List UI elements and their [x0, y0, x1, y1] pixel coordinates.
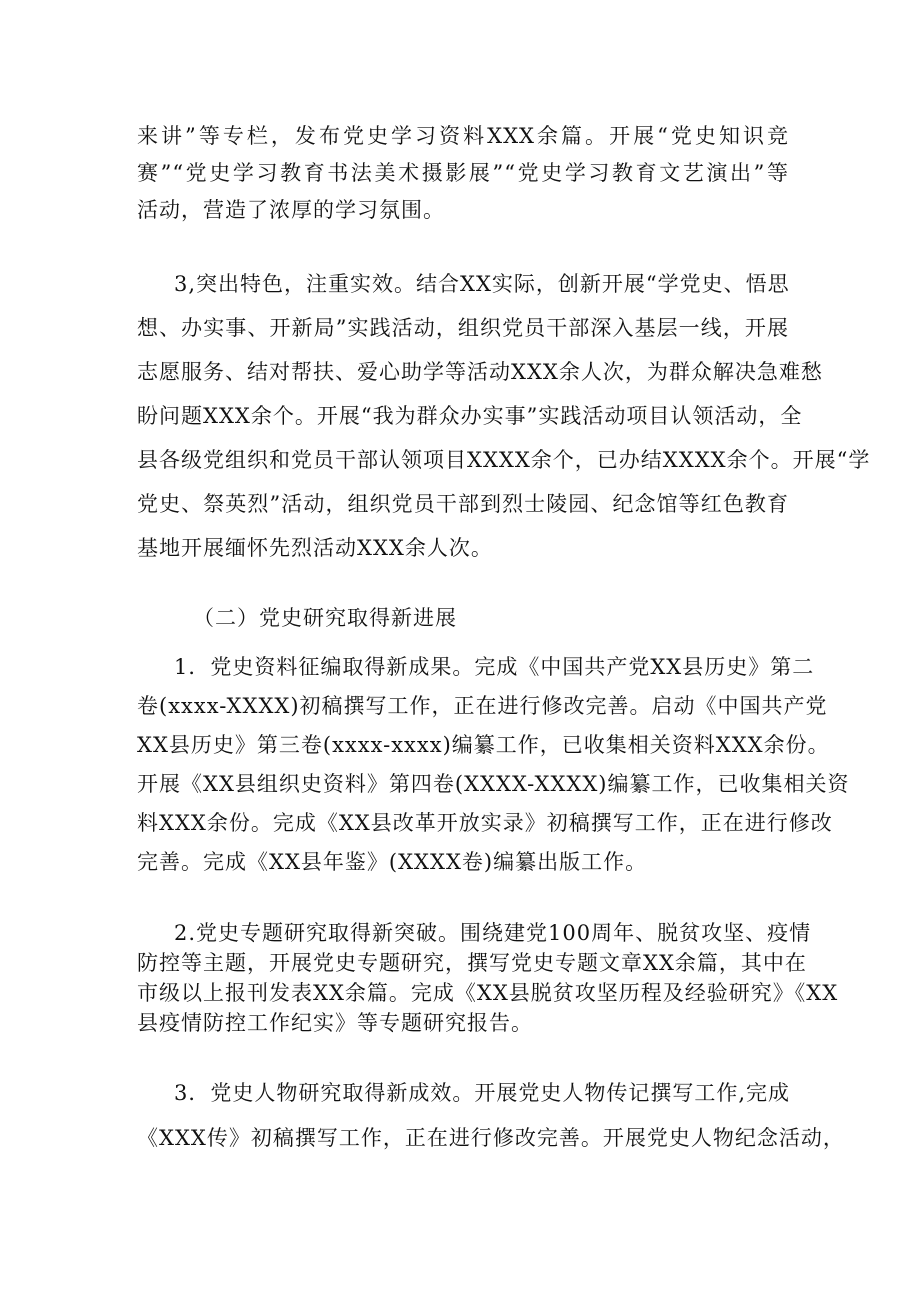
- paragraph-activities: [137, 118, 789, 229]
- text-line: 完善。完成《XX县年鉴》(XXXX卷)编纂出版工作。: [137, 850, 648, 874]
- text-line: 防控等主题，开展党史专题研究，撰写党史专题文章XX余篇，其中在: [137, 951, 807, 975]
- text-line: 活动，营造了浓厚的学习氛围。: [137, 198, 445, 222]
- text-line: 2.党史专题研究取得新突破。围绕建党100周年、脱贫攻坚、疫情: [174, 921, 812, 945]
- text-line: 党史、祭英烈”活动，组织党员干部到烈士陵园、纪念馆等红色教育: [137, 492, 789, 516]
- paragraph-materials: [137, 648, 850, 882]
- text-line: 3．党史人物研究取得新成效。开展党史人物传记撰写工作,完成: [174, 1081, 791, 1105]
- text-line: 市级以上报刊发表XX余篇。完成《XX县脱贫攻坚历程及经验研究》《XX: [137, 981, 839, 1005]
- text-line: XX县历史》第三卷(xxxx-xxxx)编纂工作，已收集相关资料XXX余份。: [137, 733, 830, 757]
- text-line: 开展《XX县组织史资料》第四卷(XXXX-XXXX)编纂工作，已收集相关资: [137, 772, 850, 796]
- text-line: 3,突出特色，注重实效。结合XX实际，创新开展“学党史、悟思: [174, 272, 790, 296]
- text-line: 料XXX余份。完成《XX县改革开放实录》初稿撰写工作，正在进行修改: [137, 811, 833, 835]
- paragraph-characteristics: [137, 262, 871, 570]
- text-line: 《XXX传》初稿撰写工作，正在进行修改完善。开展党史人物纪念活动，: [137, 1126, 845, 1150]
- text-line: 赛”“党史学习教育书法美术摄影展”“党史学习教育文艺演出”等: [137, 161, 789, 185]
- text-line: 来讲”等专栏，发布党史学习资料XXX余篇。开展“党史知识竞: [137, 124, 789, 148]
- text-line: 县各级党组织和党员干部认领项目XXXX余个，已办结XXXX余个。开展“学: [137, 448, 871, 472]
- text-line: 志愿服务、结对帮扶、爱心助学等活动XXX余人次，为群众解决急难愁: [137, 360, 823, 384]
- text-line: 1．党史资料征编取得新成果。完成《中国共产党XX县历史》第二: [174, 655, 815, 679]
- text-line: 想、办实事、开新局”实践活动，组织党员干部深入基层一线，开展: [137, 316, 789, 340]
- paragraph-figures: [137, 1071, 845, 1161]
- text-line: 基地开展缅怀先烈活动XXX余人次。: [137, 536, 493, 560]
- text-line: 县疫情防控工作纪实》等专题研究报告。: [137, 1011, 533, 1035]
- text-line: 盼问题XXX余个。开展“我为群众办实事”实践活动项目认领活动，全: [137, 404, 803, 428]
- text-line: 卷(xxxx-XXXX)初稿撰写工作，正在进行修改完善。启动《中国共产党: [137, 694, 828, 718]
- paragraph-research: [137, 918, 839, 1038]
- section-heading: （二）党史研究取得新进展: [193, 606, 457, 630]
